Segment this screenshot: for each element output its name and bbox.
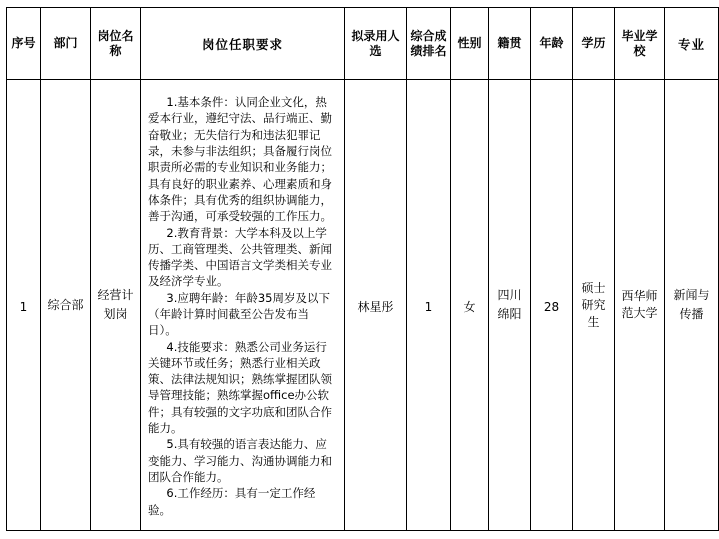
requirement-item: 1.基本条件：认同企业文化，热爱本行业，遵纪守法、品行端正、勤奋敬业；无失信行为和违法犯罪记录，未参与非法组织；具备履行岗位职责所必需的专业知识和业务能力；具有良好的职业素养、心理素质和身体条件；具有优秀的组织协调能力，善于沟通，可承受较强的工作压力。 (148, 95, 332, 224)
header-label-candidate: 拟录用人选 (351, 28, 400, 58)
requirement-item: 2.教育背景：大学本科及以上学历、工商管理类、公共管理类、新闻传播学类、中国语言文学类相关专业及经济学专业。 (148, 225, 332, 289)
table-row (7, 80, 719, 531)
cell-hometown (489, 80, 531, 531)
header-cell-school (615, 8, 665, 80)
recruitment-table (6, 7, 719, 531)
cell-age (531, 80, 573, 531)
value-school: 西华师范大学 (621, 289, 658, 320)
value-post-name: 经营计划岗 (97, 288, 134, 321)
header-cell-post-name (91, 8, 141, 80)
requirement-item: 4.技能要求：熟悉公司业务运行关键环节或任务；熟悉行业相关政策、法律法规知识；熟练掌握团队领导管理技能；熟练掌握office办公软件；具有较强的文字功底和团队合作能力。 (148, 339, 332, 436)
value-age: 28 (543, 299, 560, 314)
header-label-requirements: 岗位任职要求 (201, 37, 283, 52)
cell-education (573, 80, 615, 531)
cell-seq (7, 80, 41, 531)
header-cell-sex (451, 8, 489, 80)
value-major: 新闻与传播 (673, 288, 710, 321)
cell-score-rank (407, 80, 451, 531)
value-hometown: 四川绵阳 (497, 288, 522, 321)
cell-dept (41, 80, 91, 531)
cell-candidate (345, 80, 407, 531)
requirement-item: 5.具有较强的语言表达能力、应变能力、学习能力、沟通协调能力和团队合作能力。 (148, 437, 332, 484)
cell-post-name (91, 80, 141, 531)
value-seq: 1 (19, 299, 28, 314)
value-dept: 综合部 (47, 297, 84, 312)
requirements-text (141, 88, 344, 522)
table-header-row (7, 8, 719, 80)
header-label-major: 专业 (677, 37, 705, 52)
cell-school (615, 80, 665, 531)
header-label-hometown: 籍贯 (497, 36, 522, 50)
header-label-age: 年龄 (539, 36, 564, 50)
header-label-seq: 序号 (11, 36, 36, 50)
header-cell-age (531, 8, 573, 80)
header-cell-dept (41, 8, 91, 80)
header-label-post-name: 岗位名称 (97, 28, 134, 58)
header-label-education: 学历 (581, 36, 606, 50)
header-cell-score-rank (407, 8, 451, 80)
value-sex: 女 (463, 299, 476, 314)
header-cell-requirements (141, 8, 345, 80)
cell-sex (451, 80, 489, 531)
header-cell-major (665, 8, 719, 80)
header-label-sex: 性别 (457, 36, 482, 50)
value-score-rank: 1 (424, 299, 433, 314)
requirement-item: 6.工作经历：具有一定工作经验。 (148, 486, 316, 517)
header-label-score-rank: 综合成绩排名 (410, 28, 447, 58)
header-cell-education (573, 8, 615, 80)
header-cell-hometown (489, 8, 531, 80)
cell-requirements (141, 80, 345, 531)
value-education: 硕士研究生 (581, 280, 606, 329)
cell-major (665, 80, 719, 531)
requirement-item: 3.应聘年龄：年龄35周岁及以下（年龄计算时间截至公告发布当日）。 (148, 290, 330, 338)
header-cell-candidate (345, 8, 407, 80)
value-candidate: 林星彤 (357, 299, 394, 314)
header-cell-seq (7, 8, 41, 80)
header-label-school: 毕业学校 (621, 28, 658, 58)
header-label-dept: 部门 (53, 36, 78, 50)
